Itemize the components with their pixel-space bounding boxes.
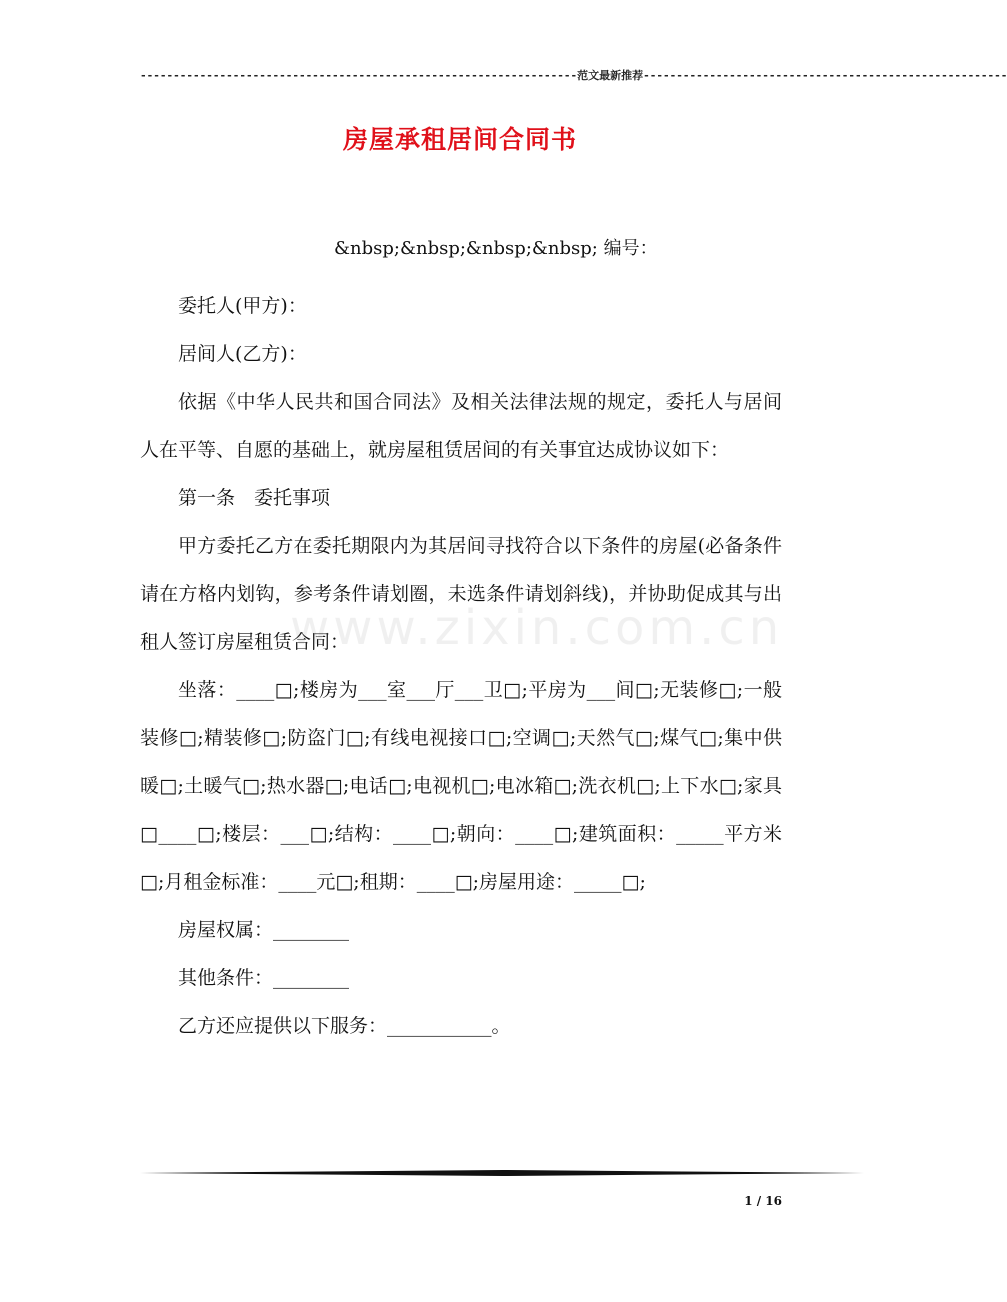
article-1-heading: 第一条 委托事项 <box>178 487 331 509</box>
page-number: 1 / 16 <box>744 1194 782 1208</box>
other-conditions-line: 其他条件：________ <box>178 967 350 989</box>
number-line: &nbsp;&nbsp;&nbsp;&nbsp; 编号： <box>334 238 658 259</box>
services-line: 乙方还应提供以下服务：___________。 <box>178 1015 511 1037</box>
document-title: 房屋承租居间合同书 <box>342 125 577 154</box>
article-1-text: 甲方委托乙方在委托期限内为其居间寻找符合以下条件的房屋(必备条件请在方格内划钩，参考条件请划圈，未选条件请划斜线)，并协助促成其与出租人签订房屋租赁合同： <box>140 535 782 653</box>
footer-rule <box>140 1170 864 1176</box>
preamble: 依据《中华人民共和国合同法》及相关法律法规的规定，委托人与居间人在平等、自愿的基础上，就房屋租赁居间的有关事宜达成协议如下： <box>140 391 782 461</box>
contract-body <box>140 282 782 1050</box>
broker-party: 居间人(乙方)： <box>178 343 307 365</box>
client-party: 委托人(甲方)： <box>178 295 307 317</box>
property-conditions: 坐落：____□;楼房为___室___厅___卫□;平房为___间□;无装修□;一般装修□;精装修□;防盗门□;有线电视接口□;空调□;天然气□;煤气□;集中供暖□;土暖气□;热水器□;电话□;电视机□;电冰箱□;洗衣机□;上下水□;家具□____□;楼层：___□;结构：____□;朝向：____□;建筑面积：_____平方米□;月租金标准：____元□;租期：____□;房屋用途：_____□; <box>140 679 782 893</box>
watermark: www.zixin.com.cn <box>290 600 784 656</box>
ownership-line: 房屋权属：________ <box>178 919 350 941</box>
header-rule: ------------------------------------------------------------------范文最新推荐------------------------------------------------------- <box>140 69 1007 82</box>
